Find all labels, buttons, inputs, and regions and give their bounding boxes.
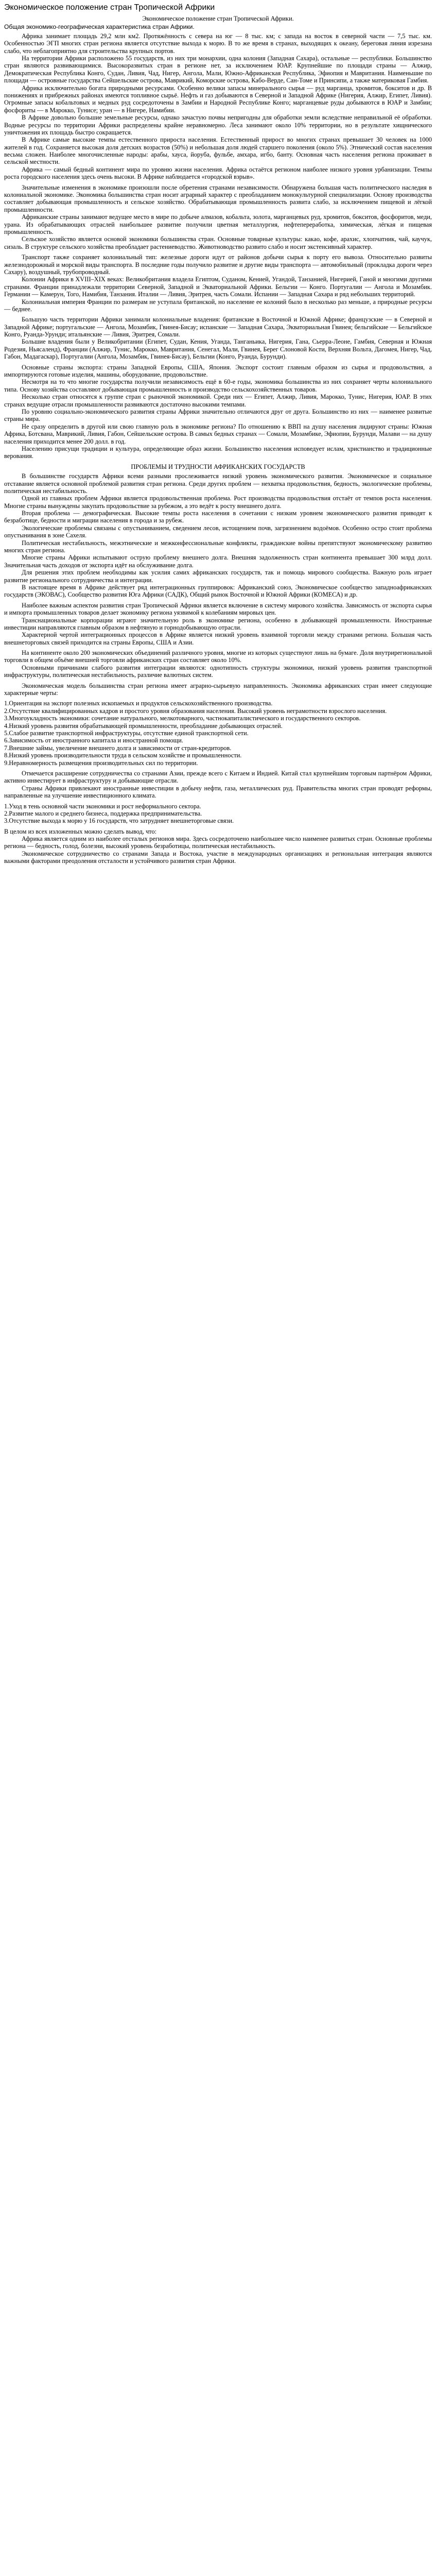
section-caption: Общая экономико-географическая характеристика стран Африки. [4, 23, 195, 30]
list-item: 4.Низкий уровень развития обрабатывающей промышленности, преобладание добывающих отраслей. [4, 722, 283, 730]
list-item: 3.Отсутствие выхода к морю у 16 государств, что затрудняет внешнеторговые связи. [4, 817, 234, 825]
section-2 [4, 184, 432, 251]
section-heading: ПРОБЛЕМЫ И ТРУДНОСТИ АФРИКАНСКИХ ГОСУДАРСТВ [131, 463, 305, 470]
paragraph: Африка является одним из наиболее отсталых регионов мира. Здесь сосредоточено наибольшее число наименее развитых стран. Основные проблемы региона — бедность, голод, болезни, высокий уровень безработицы, политическая нестабильность. [4, 835, 432, 850]
page-title: Экономическое положение стран Тропической Африки [4, 3, 215, 12]
list-item: 3.Многоукладность экономики: сочетание натурального, мелкотоварного, частнокапиталистического и государственного секторов. [4, 715, 361, 722]
paragraph: Колониальная империя Франции по размерам не уступала британской, но население ее колоний было в несколько раз меньше, а природные ресурсы — беднее. [4, 298, 432, 313]
paragraph: На континенте около 200 экономических объединений различного уровня, многие из которых существуют лишь на бумаге. Доля внутрирегиональной торговли в общем объёме внешней торговли африканских стран составляет около 10%. [4, 649, 432, 664]
paragraph: Большую часть территории Африки занимали колониальные владения: британские в Восточной и Южной Африке; французские — в Северной и Западной Африке; португальские — Ангола, Мозамбик, Гвинея-Бисау; испанские — Западная Сахара, Экваториальная Гвинея; бельгийские — Бельгийское Конго, Руанда-Урунди; итальянские — Ливия, Эритрея, Сомали. [4, 316, 432, 338]
paragraph: Основные страны экспорта: страны Западной Европы, США, Япония. Экспорт состоит главным образом из сырья и продовольствия, а импортируются готовые изделия, машины, оборудование, продовольствие. [4, 363, 432, 379]
list-item: 6.Зависимость от иностранного капитала и иностранной помощи. [4, 737, 183, 744]
paragraph: Страны Африки привлекают иностранные инвестиции в добычу нефти, газа, металлических руд. Правительства многих стран проводят реформы, направленные на улучшение инвестиционного климата. [4, 784, 432, 800]
paragraph: В настоящее время в Африке действует ряд интеграционных группировок: Африканский союз, Экономическое сообщество западноафриканских государств (ЭКОВАС), Сообщество развития Юга Африки (САДК), Общий рынок Восточной и Южной Африки (КОМЕСА) и др. [4, 583, 432, 599]
paragraph: Экологические проблемы связаны с опустыниванием, сведением лесов, истощением почв, загрязнением водоёмов. Особенно остро стоит проблема опустынивания в зоне Сахеля. [4, 524, 432, 539]
model-text [4, 770, 432, 800]
paragraph: В большинстве государств Африки всеми разными прослеживается низкий уровень экономического развития. Экономическое и социальное отставание является основной проблемой развития стран региона. Среди других проблем — нехватка продовольствия, бедность, экологические проблемы, политическая нестабильность. [4, 472, 432, 495]
paragraph: Отмечается расширение сотрудничества со странами Азии, прежде всего с Китаем и Индией. Китай стал крупнейшим торговым партнёром Африки, активно инвестирует в инфраструктуру и добывающие отрасли. [4, 769, 432, 785]
paragraph: Значительные изменения в экономике произошли после обретения странами независимости. Обнаружена большая часть политического наследия в колониальной экономике. Экономика большинства стран носит аграрный характер с преобладанием монокультурной специализации. Основу производства составляет добывающая промышленность и сельское хозяйство. Обрабатывающая промышленность развита слабо, за исключением пищевой и лёгкой промышленности. [4, 183, 432, 213]
paragraph: Транснациональные корпорации играют значительную роль в экономике региона, особенно в добывающей промышленности. Иностранные инвестиции направляются главным образом в нефтяную и горнодобывающую отрасли. [4, 616, 432, 631]
paragraph: Сельское хозяйство является основой экономики большинства стран. Основные товарные культуры: какао, кофе, арахис, хлопчатник, чай, каучук, сизаль. В структуре сельского хозяйства преобладает растениеводство. Животноводство развито слабо и носит экстенсивный характер. [4, 235, 432, 250]
paragraph: В Африке довольно большие земельные ресурсы, однако зачастую почвы непригодны для обработки земли вследствие неправильной её обработки. Водные ресурсы по территории Африки распределены крайне неравномерно. Леса занимают около 10% территории, но в результате хищнического уничтожения их площадь быстро сокращается. [4, 114, 432, 136]
paragraph: Африка исключительно богата природными ресурсами. Особенно велики запасы минерального сырья — руд марганца, хромитов, бокситов и др. В понижениях и прибрежных районах имеются топливное сырьё. Нефть и газ добываются в Северной и Западной Африке (Нигерия, Алжир, Египет, Ливия). Огромные запасы кобальтовых и медных руд сосредоточены в Замбии и Народной Республике Конго; марганцевые руды добываются в ЮАР и Замбии; фосфориты — в Марокко, Тунисе; уран — в Нигере, Намибии. [4, 84, 432, 114]
paragraph: Африка занимает площадь 29,2 млн км2. Протяжённость с севера на юг — 8 тыс. км; с запада на восток в северной части — 7,5 тыс. км. Особенностью ЭГП многих стран региона является отсутствие выхода к морю. В то же время в странах, выходящих к океану, береговая линия изрезана слабо, что неблагоприятно для строительства крупных портов. [4, 32, 432, 55]
list-item: 1.Ориентация на экспорт полезных ископаемых и продуктов сельскохозяйственного производства. [4, 700, 273, 707]
paragraph: Вторая проблема — демографическая. Высокие темпы роста населения в сочетании с низким уровнем экономического развития приводят к безработице, бедности и миграции населения в города и за рубеж. [4, 510, 432, 524]
list-item: 7.Внешние займы, увеличение внешнего долга и зависимости от стран-кредиторов. [4, 744, 232, 752]
integration-stats [4, 649, 432, 679]
paragraph: Основными причинами слабого развития интеграции являются: однотипность структуры экономики, низкий уровень развития транспортной инфраструктуры, политическая нестабильность, различие валютных систем. [4, 664, 432, 679]
paragraph: Характерной чертой интеграционных процессов в Африке является низкий уровень взаимной торговли между странами региона. Большая часть внешнеторговых связей приходится на страны Европы, США и Азии. [4, 631, 432, 646]
model-list [4, 700, 432, 767]
paragraph: Несмотря на то что многие государства получили независимость ещё в 60-е годы, экономика большинства из них сохраняет черты колониального типа. Основу хозяйства составляют добывающая промышленность и производство сельскохозяйственных товаров. [4, 378, 432, 393]
subtitle: Экономическое положение стран Тропической Африки. [142, 14, 294, 22]
paragraph: Большие владения были у Великобритании (Египет, Судан, Кения, Уганда, Танганьика, Нигерия, Гана, Сьерра-Леоне, Гамбия, Северная и Южная Родезия, Ньясаленд), Франции (Алжир, Тунис, Марокко, Мавритания, Сенегал, Мали, Гвинея, Берег Слоновой Кости, Верхняя Вольта, Дагомея, Нигер, Чад, Габон, Мадагаскар), Португалии (Ангола, Мозамбик, Гвинея-Бисау), Бельгии (Конго, Руанда, Бурунди). [4, 338, 432, 361]
paragraph: Одной из главных проблем Африки является продовольственная проблема. Рост производства продовольствия отстаёт от темпов роста населения. Многие страны вынуждены закупать продовольствие за рубежом, а это ведёт к росту внешнего долга. [4, 495, 432, 510]
paragraph: Наиболее важным аспектом развития стран Тропической Африки является включение в систему мирового хозяйства. Зависимость от экспорта сырья и импорта промышленных товаров делает экономику региона уязвимой к колебаниям мировых цен. [4, 601, 432, 617]
problems-section [4, 472, 432, 599]
paragraph: Несколько стран относятся к группе стран с рыночной экономикой. Среди них — Египет, Алжир, Ливия, Марокко, Тунис, Нигерия, ЮАР. В этих странах ведущие отрасли промышленности развиваются достаточно высокими темпами. [4, 393, 432, 408]
paragraph: В целом из всех изложенных можно сделать вывод, что: [4, 827, 157, 835]
list-item: 2.Развитие малого и среднего бизнеса, поддержка предпринимательства. [4, 809, 202, 817]
paragraph: В Африке самые высокие темпы естественного прироста населения. Естественный прирост во многих странах превышает 30 человек на 1000 жителей в год. Сохраняется высокая доля детских возрастов (50%) и небольшая доля людей старшего поколения (около 5%). Этнический состав населения весьма сложен. Наиболее многочисленные народы: арабы, хауса, йоруба, фульбе, амхара, игбо, банту. Основная часть населения региона проживает в сельской местности. [4, 136, 432, 166]
list-item: 9.Неравномерность размещения производительных сил по территории. [4, 759, 198, 767]
paragraph: Для решения этих проблем необходимы как усилия самих африканских государств, так и помощь мирового сообщества. Важную роль играет развитие регионального сотрудничества и интеграции. [4, 569, 432, 584]
paragraph: Многие страны Африки испытывают острую проблему внешнего долга. Внешняя задолженность стран континента превышает 300 млрд долл. Значительная часть доходов от экспорта идёт на обслуживание долга. [4, 554, 432, 569]
paragraph: Африка — самый бедный континент мира по уровню жизни населения. Африка остаётся регионом наиболее низкого уровня урбанизации. Темпы роста городского населения здесь очень высоки. В Африке наблюдается «городской взрыв». [4, 165, 432, 181]
paragraph: По уровню социально-экономического развития страны Африки значительно отличаются друг от друга. Большинство из них — наименее развитые страны мира. [4, 408, 432, 423]
model-intro: Экономическая модель большинства стран региона имеет аграрно-сырьевую направленность. Экономика африканских стран имеет следующие характерные черты: [4, 682, 432, 697]
numbered-bottom-list [4, 803, 432, 825]
conclusion [4, 828, 432, 865]
paragraph: Населению присущи традиции и культура, определяющие образ жизни. Большинство населения исповедует ислам, христианство и традиционные верования. [4, 445, 432, 460]
list-item: 5.Слабое развитие транспортной инфраструктуры, отсутствие единой транспортной сети. [4, 730, 249, 737]
section-3 [4, 253, 432, 313]
list-item: 1.Уход в тень основной части экономики и рост неформального сектора. [4, 802, 201, 810]
paragraph: Африканские страны занимают ведущее место в мире по добыче алмазов, кобальта, золота, марганцевых руд, хромитов, бокситов, фосфоритов, меди, урана. Из обрабатывающих отраслей наибольшее развитие получили цветная металлургия, нефтепереработка, химическая, лёгкая и пищевая промышленность. [4, 213, 432, 235]
list-item: 2.Отсутствие квалифицированных кадров и простого уровня образования населения. Высокий уровень неграмотности взрослого населения. [4, 707, 387, 715]
integration-section [4, 602, 432, 646]
section-5 [4, 364, 432, 460]
paragraph: Не сразу определить в другой или свою главную роль в экономике региона? По отношению к ВВП на душу населения лидируют страны: Южная Африка, Ботсвана, Маврикий, Ливия, Габон, Сейшельские острова. В самых бедных странах — Сомали, Мозамбике, Эфиопии, Бурунди, Малави — на душу населения приходится менее 200 долл. в год. [4, 422, 432, 445]
section-4 [4, 316, 432, 360]
document-page [0, 0, 436, 871]
paragraph: Экономическое сотрудничество со странами Запада и Востока, участие в международных организациях и региональная интеграция являются важными факторами преодоления отсталости и устойчивого развития стран Африки. [4, 850, 432, 865]
section-1 [4, 32, 432, 181]
paragraph: Политическая нестабильность, межэтнические и межконфессиональные конфликты, гражданские войны препятствуют экономическому развитию многих стран региона. [4, 539, 432, 554]
list-item: 8.Низкий уровень производительности труда в сельском хозяйстве и промышленности. [4, 752, 242, 759]
paragraph: Колонии Африки в XVIII–XIX веках: Великобритания владела Египтом, Суданом, Кенией, Угандой, Танзанией, Нигерией, Ганой и многими другими странами. Франции принадлежали территории Северной, Западной и Экваториальной Африки. Бельгии — Конго. Португалии — Ангола и Мозамбик. Германии — Камерун, Того, Намибия, Танзания. Италии — Ливия, Эритрея, часть Сомали. Испании — Западная Сахара и ряд небольших территорий. [4, 276, 432, 298]
paragraph: На территории Африки расположено 55 государств, из них три монархии, одна колония (Западная Сахара), остальные — республики. Большинство стран являются развивающимися. Высокоразвитых стран в регионе нет, за исключением ЮАР. Крупнейшие по площади страны — Алжир, Демократическая Республика Конго, Судан, Ливия, Чад, Нигер, Ангола, Мали, Южно-Африканская Республика, Эфиопия и Мавритания. Наименьшие по площади — островные государства Сейшельские острова, Маврикий, Коморские острова, Кабо-Верде, Сан-Томе и Принсипи, а также материковая Гамбия. [4, 55, 432, 84]
paragraph: Транспорт также сохраняет колониальный тип: железные дороги идут от районов добычи сырья к порту его вывоза. Относительно развиты железнодорожный и морской виды транспорта. В последние годы получило развитие и другие виды транспорта — автомобильный (прокладка дороги через Сахару), воздушный, трубопроводный. [4, 253, 432, 276]
